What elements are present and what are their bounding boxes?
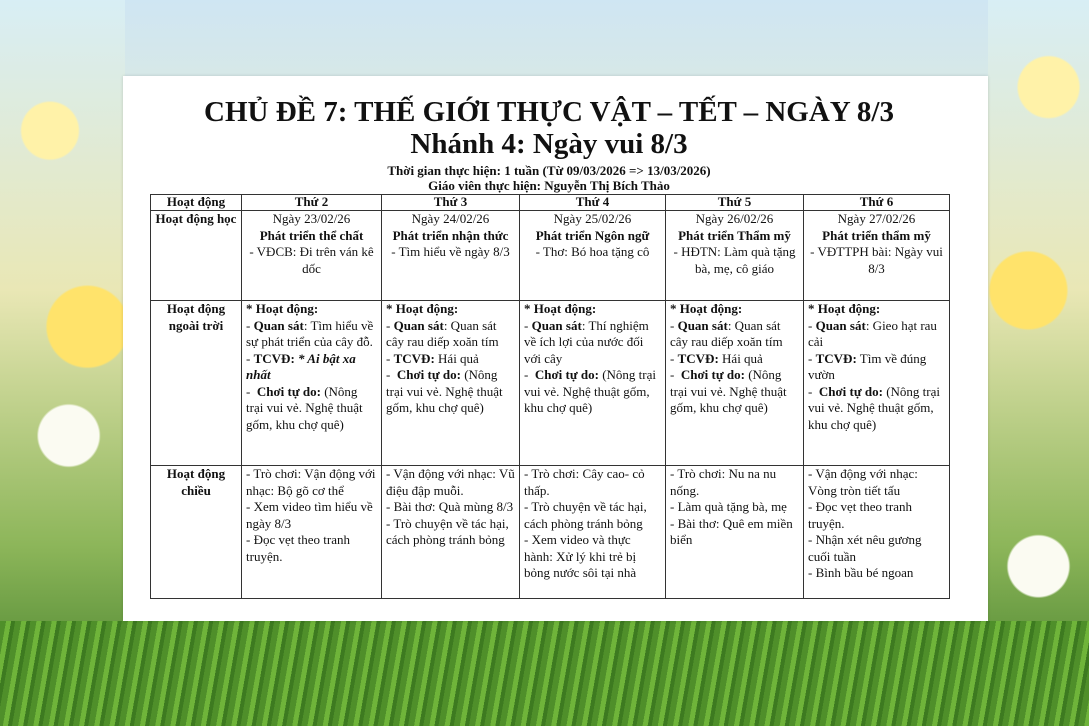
outdoor-cell-wed (520, 301, 666, 466)
cell-date: Ngày 23/02/26 (272, 211, 351, 226)
list-item: - Trò chơi: Vận động với nhạc: Bộ gõ cơ thể (246, 466, 376, 498)
observe-label: Quan sát (531, 317, 582, 333)
tcvd-text: Tìm về đúng vườn (808, 350, 927, 382)
page-subtitle: Nhánh 4: Ngày vui 8/3 (410, 128, 688, 160)
free-text: (Nông trại vui vẻ. Nghệ thuật gốm, khu chợ quê) (670, 367, 787, 415)
free-play-line: - Chơi tự do: (Nông trại vui vẻ. Nghệ thuật gốm, khu chợ quê) (670, 367, 787, 415)
background-grass (0, 621, 1089, 726)
outdoor-cell-tue (382, 301, 520, 466)
observe-text: : Gieo hạt rau cải (808, 317, 937, 349)
list-item: - Trò chơi: Cây cao- cỏ thấp. (524, 466, 645, 498)
free-play-line: - Chơi tự do: (Nông trại vui vẻ. Nghệ thuật gốm, khu chợ quê) (386, 367, 503, 415)
row-label-outdoor: Hoạt động ngoài trời (151, 301, 242, 466)
cell-date: Ngày 24/02/26 (411, 211, 490, 226)
tcvd-label: TCVĐ (393, 350, 431, 366)
cell-area: Phát triển thể chất (259, 227, 364, 243)
header-activity: Hoạt động (151, 195, 242, 211)
learning-cell-fri (804, 211, 950, 301)
list-item: - Trò chuyện về tác hại, cách phòng tránh bỏng (386, 515, 509, 547)
row-label-afternoon: Hoạt động chiều (151, 466, 242, 599)
free-play-line: - Chơi tự do: (Nông trại vui vẻ. Nghệ thuật gốm, khu chợ quê) (524, 367, 657, 415)
cell-area: Phát triển Ngôn ngữ (535, 227, 650, 243)
tcvd-text: * Ai bật xa nhất (246, 350, 356, 382)
cell-activity: - HĐTN: Làm quà tặng bà, mẹ, cô giáo (673, 244, 796, 276)
schedule-table (150, 194, 950, 599)
free-label: Chơi tự do: (818, 383, 883, 399)
observe-line: - Quan sát: Tìm hiểu về sự phát triển của cây đỗ. (246, 317, 374, 349)
list-item: - Trò chơi: Nu na nu nống. (670, 466, 777, 498)
table-row-learning (151, 211, 950, 301)
tcvd-label: TCVĐ (253, 350, 291, 366)
list-item: - Bài thơ: Quà mùng 8/3 (386, 499, 514, 514)
list-item: - Vận động với nhạc: Vòng tròn tiết tấu (808, 466, 918, 498)
schedule-document (123, 76, 988, 621)
list-item: - Đọc vẹt theo tranh truyện. (808, 499, 912, 531)
duration-text: Thời gian thực hiện: 1 tuần (Từ 09/03/2026 => 13/03/2026) (387, 163, 711, 178)
afternoon-cell-tue (382, 466, 520, 599)
cell-area: Phát triển nhận thức (392, 227, 509, 243)
list-item: - Vận động với nhạc: Vũ điệu đập muỗi. (386, 466, 515, 498)
list-item: - Bài thơ: Quê em miền biển (670, 515, 793, 547)
observe-line: - Quan sát: Thí nghiệm về ích lợi của nước đối với cây (524, 317, 649, 366)
cell-date: Ngày 27/02/26 (837, 211, 916, 226)
outdoor-cell-mon (242, 301, 382, 466)
background-flowers-left (0, 0, 125, 726)
list-item: - Bình bầu bé ngoan (808, 565, 914, 580)
observe-text: : Quan sát cây rau diếp xoăn tím (670, 317, 783, 349)
page-title: CHỦ ĐỀ 7: THẾ GIỚI THỰC VẬT – TẾT – NGÀY 8/3 (204, 96, 894, 128)
outdoor-heading: * Hoạt động: (524, 301, 597, 316)
tcvd-label: TCVĐ (677, 350, 715, 366)
cell-activity: - Thơ: Bó hoa tặng cô (535, 244, 650, 259)
header-mon: Thứ 2 (242, 195, 382, 211)
list-item: - Làm quà tặng bà, mẹ (670, 499, 787, 514)
observe-text: : Thí nghiệm về ích lợi của nước đối với cây (524, 317, 649, 366)
learning-cell-mon (242, 211, 382, 301)
tcvd-text: Hái quả (718, 350, 763, 366)
list-item: - Xem video và thực hành: Xử lý khi trẻ bị bỏng nước sôi tại nhà (524, 532, 637, 580)
cell-area: Phát triển Thẩm mỹ (678, 227, 791, 243)
observe-line: - Quan sát: Quan sát cây rau diếp xoăn tím (386, 317, 499, 349)
afternoon-cell-mon (242, 466, 382, 599)
cell-date: Ngày 25/02/26 (553, 211, 632, 226)
free-label: Chơi tự do: (680, 367, 745, 382)
outdoor-heading: * Hoạt động: (808, 301, 881, 316)
tcvd-line: - TCVĐ: Hái quả (386, 350, 479, 366)
teacher-text: Giáo viên thực hiện: Nguyễn Thị Bích Thảo (428, 178, 670, 193)
afternoon-cell-fri (804, 466, 950, 599)
observe-label: Quan sát (253, 317, 304, 333)
outdoor-heading: * Hoạt động: (246, 301, 319, 316)
observe-text: : Tìm hiểu về sự phát triển của cây đỗ. (246, 317, 374, 349)
observe-text: : Quan sát cây rau diếp xoăn tím (386, 317, 499, 349)
tcvd-line: - TCVĐ: * Ai bật xa nhất (246, 350, 356, 382)
cell-activity: - VĐCB: Đi trên ván kê dốc (249, 244, 374, 276)
free-play-line: - Chơi tự do: (Nông trại vui vẻ. Nghệ thuật gốm, khu chợ quê) (808, 383, 941, 432)
free-text: (Nông trại vui vẻ. Nghệ thuật gốm, khu chợ quê) (808, 383, 941, 432)
outdoor-cell-thu (666, 301, 804, 466)
observe-label: Quan sát (677, 317, 728, 333)
free-text: (Nông trại vui vẻ. Nghệ thuật gốm, khu chợ quê) (386, 367, 503, 415)
observe-label: Quan sát (815, 317, 866, 333)
outdoor-cell-fri (804, 301, 950, 466)
free-label: Chơi tự do: (396, 367, 461, 382)
learning-cell-thu (666, 211, 804, 301)
background-flowers-right (988, 0, 1089, 726)
row-label-learning: Hoạt động học (151, 211, 242, 301)
table-row-outdoor (151, 301, 950, 466)
tcvd-line: - TCVĐ: Hái quả (670, 350, 763, 366)
header-fri: Thứ 6 (804, 195, 950, 211)
header-wed: Thứ 4 (520, 195, 666, 211)
outdoor-heading: * Hoạt động: (670, 301, 743, 316)
header-thu: Thứ 5 (666, 195, 804, 211)
list-item: - Trò chuyện về tác hại, cách phòng tránh bỏng (524, 499, 647, 531)
outdoor-heading: * Hoạt động: (386, 301, 459, 316)
tcvd-line: - TCVĐ: Tìm về đúng vườn (808, 350, 927, 382)
list-item: - Đọc vẹt theo tranh truyện. (246, 532, 350, 564)
observe-line: - Quan sát: Gieo hạt rau cải (808, 317, 937, 349)
free-play-line: - Chơi tự do: (Nông trại vui vẻ. Nghệ thuật gốm, khu chợ quê) (246, 383, 363, 432)
learning-cell-tue (382, 211, 520, 301)
free-label: Chơi tự do: (256, 383, 321, 399)
list-item: - Xem video tìm hiểu về ngày 8/3 (246, 499, 373, 531)
observe-line: - Quan sát: Quan sát cây rau diếp xoăn tím (670, 317, 783, 349)
table-header-row (151, 195, 950, 211)
tcvd-label: TCVĐ (815, 350, 853, 366)
cell-area: Phát triển thẩm mỹ (822, 227, 931, 243)
table-row-afternoon (151, 466, 950, 599)
afternoon-cell-thu (666, 466, 804, 599)
afternoon-cell-wed (520, 466, 666, 599)
cell-activity: - Tìm hiểu về ngày 8/3 (391, 244, 510, 259)
free-text: (Nông trại vui vẻ. Nghệ thuật gốm, khu chợ quê) (524, 367, 657, 415)
learning-cell-wed (520, 211, 666, 301)
cell-date: Ngày 26/02/26 (695, 211, 774, 226)
observe-label: Quan sát (393, 317, 444, 333)
free-label: Chơi tự do: (534, 367, 599, 382)
header-tue: Thứ 3 (382, 195, 520, 211)
tcvd-text: Hái quả (434, 350, 479, 366)
list-item: - Nhận xét nêu gương cuối tuần (808, 532, 922, 564)
cell-activity: - VĐTTPH bài: Ngày vui 8/3 (810, 244, 943, 276)
free-text: (Nông trại vui vẻ. Nghệ thuật gốm, khu chợ quê) (246, 383, 363, 432)
